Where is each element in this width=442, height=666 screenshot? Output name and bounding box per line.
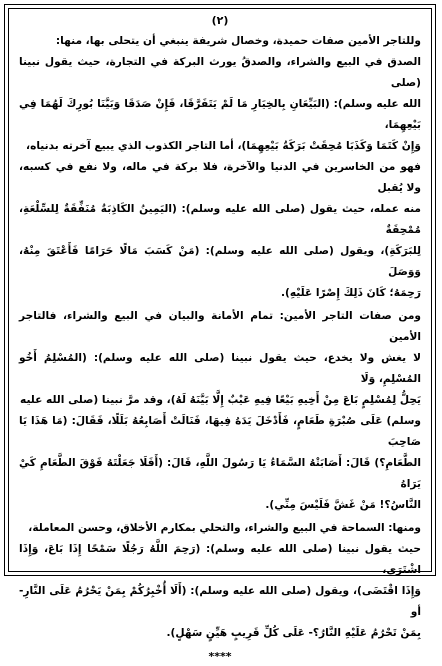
text-line: يَحِلُّ لِمُسْلِمٍ بَاعَ مِنْ أَخِيهِ بَيْعًا فِيهِ عَيْبٌ إِلَّا بَيَّنَهُ لَهُ)، وقد مرَّ نبينا (صلى الله عليه bbox=[20, 394, 421, 406]
page-outer-border bbox=[4, 4, 436, 663]
text-line: ومن صفات التاجر الأمين: تمام الأمانة والبيان في البيع والشراء، فالتاجر الأمين bbox=[19, 310, 421, 343]
text-line: رَحِمَهُ؛ كَانَ ذَلِكَ إِصْرًا عَلَيْهِ). bbox=[281, 287, 421, 299]
text-line: الصدق في البيع والشراء، والصدقُ يورث البركة في التجارة، حيث يقول نبينا (صلى bbox=[19, 56, 421, 89]
paragraph-tolerance bbox=[19, 518, 421, 644]
text-line: الله عليه وسلم): (البَيِّعَانِ بِالخِيَارِ مَا لَمْ يَتَفَرَّقَا، فَإِنْ صَدَقَا وَبَيَّنَا بُورِكَ لَهُمَا فِي بَيْعِهِمَا، bbox=[19, 98, 421, 131]
text-line: وَإِنْ كَتَمَا وَكَذَبَا مُحِقَتْ بَرَكَةُ بَيْعِهِمَا)، أما التاجر الكذوب الذي يبيع آخرته بدنياه، bbox=[26, 140, 421, 152]
section-end-marker: **** bbox=[208, 650, 232, 663]
text-line: فهو من الخاسرين في الدنيا والآخرة، فلا بركة في ماله، ولا نفع في كسبه، ولا يُقبل bbox=[19, 161, 421, 194]
text-line: وَإِذَا اقْتَضَى)، ويقول (صلى الله عليه وسلم): (أَلَا أُخْبِرُكُمْ بِمَنْ يَحْرُمُ عَلَى النَّارِ- أو bbox=[19, 585, 421, 618]
text-line: وللتاجر الأمين صفات حميدة، وخصال شريفة ينبغي أن يتحلى بها، منها: bbox=[55, 35, 421, 47]
text-line: لِلبَرَكَةِ)، ويقول (صلى الله عليه وسلم): (مَنْ كَسَبَ مَالًا حَرَامًا فَأَعْتَقَ مِنْهُ، وَوَصَلَ bbox=[19, 245, 421, 278]
paragraph-trust bbox=[19, 306, 421, 516]
page-number: (٢) bbox=[211, 14, 229, 27]
text-line: منه عمله، حيث يقول (صلى الله عليه وسلم): (اليَمِينُ الكَاذِبَةُ مُنَفِّقَةٌ لِلسِّلْعَةِ، مُمْحِقَةٌ bbox=[19, 203, 421, 236]
text-line: وسلم) عَلَى صُبْرَةِ طَعَامٍ، فَأَدْخَلَ يَدَهُ فِيهَا، فَنَالَتْ أَصَابِعُهُ بَلَلًا، فَقَالَ: (مَا هَذَا يَا صَاحِبَ bbox=[19, 415, 421, 448]
paragraph-honesty bbox=[19, 31, 421, 304]
text-line: النَّاسُ؟! مَنْ غَشَّ فَلَيْسَ مِنِّي). bbox=[265, 499, 421, 511]
text-line: لا يغش ولا يخدع، حيث يقول نبينا (صلى الله عليه وسلم): (المُسْلِمُ أَخُو المُسْلِمِ، وَلَا bbox=[19, 352, 421, 385]
text-line: حيث يقول نبينا (صلى الله عليه وسلم): (رَحِمَ اللَّهُ رَجُلًا سَمْحًا إِذَا بَاعَ، وَإِذَا اشْتَرَى، bbox=[19, 543, 421, 576]
page-content bbox=[8, 8, 432, 663]
text-line: الطَّعَامِ؟) قَالَ: أَصَابَتْهُ السَّمَاءُ يَا رَسُولَ اللَّهِ، قَالَ: (أَفَلَا جَعَلْتَهُ فَوْقَ الطَّعَامِ كَيْ يَرَاهُ bbox=[19, 457, 421, 490]
text-line: بِمَنْ تَحْرُمُ عَلَيْهِ النَّارُ؟- عَلَى كُلِّ قَرِيبٍ هَيِّنٍ سَهْلٍ). bbox=[166, 627, 421, 639]
text-line: ومنها: السماحة في البيع والشراء، والتحلي بمكارم الأخلاق، وحسن المعاملة، bbox=[28, 522, 421, 534]
